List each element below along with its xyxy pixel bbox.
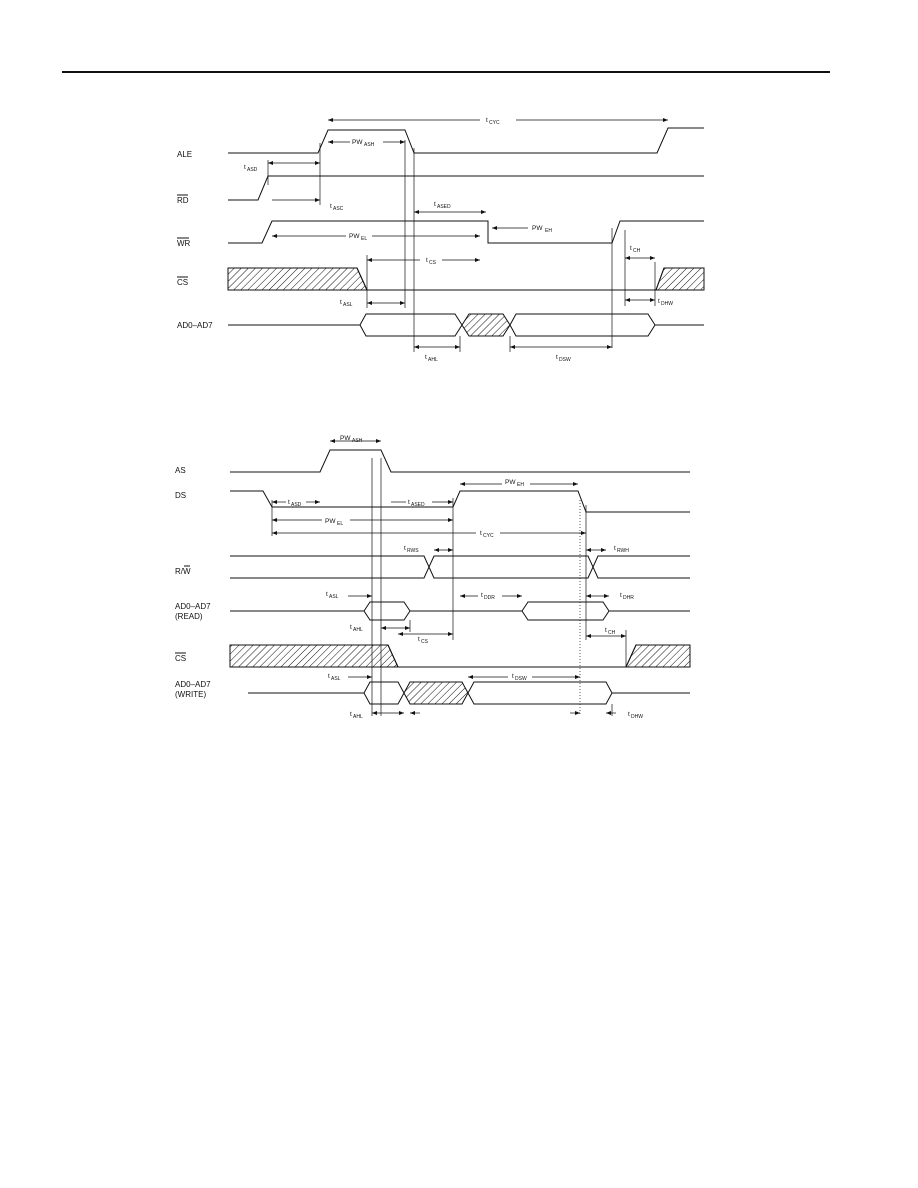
waveform-as (230, 450, 690, 472)
svg-text:DSW: DSW (559, 357, 571, 363)
svg-text:CYC: CYC (483, 533, 494, 539)
svg-text:EH: EH (517, 482, 524, 488)
timing-tased (414, 201, 486, 214)
timing-tcyc-2 (272, 530, 586, 539)
svg-text:t: t (425, 354, 427, 361)
timing-pwel-2 (272, 518, 453, 527)
timing-tahl-2 (350, 620, 410, 633)
svg-text:t: t (288, 499, 290, 506)
timing-pwash (328, 139, 405, 148)
svg-text:PW: PW (532, 225, 543, 232)
signal-label-cs: CS (177, 278, 189, 287)
diagram-motorola-timing (175, 435, 690, 720)
svg-text:ASED: ASED (437, 204, 451, 210)
svg-text:t: t (605, 627, 607, 634)
svg-text:ASD: ASD (291, 502, 302, 508)
waveform-cs (228, 268, 704, 290)
svg-text:ASL: ASL (343, 302, 353, 308)
svg-text:t: t (426, 257, 428, 264)
timing-trws (404, 545, 453, 554)
timing-tasl (340, 299, 405, 308)
svg-text:EH: EH (545, 228, 552, 234)
timing-tdhw (625, 298, 673, 307)
timing-tasd (244, 160, 320, 185)
svg-text:CH: CH (608, 630, 616, 636)
svg-text:CS: CS (421, 639, 428, 645)
svg-text:t: t (328, 673, 330, 680)
timing-tdsw (510, 336, 612, 363)
timing-tdsw-2 (468, 673, 580, 682)
svg-text:EL: EL (361, 236, 368, 242)
svg-text:t: t (340, 299, 342, 306)
svg-text:AHL: AHL (353, 714, 363, 720)
svg-text:ASED: ASED (411, 502, 425, 508)
svg-text:PW: PW (352, 139, 363, 146)
waveform-rw (230, 556, 690, 578)
timing-tasc (272, 198, 344, 212)
svg-text:t: t (434, 201, 436, 208)
svg-text:t: t (350, 711, 352, 718)
svg-text:t: t (418, 636, 420, 643)
svg-text:ASH: ASH (364, 142, 375, 148)
signal-label-ad-read-1: AD0–AD7 (175, 602, 211, 611)
waveform-wr (228, 221, 704, 243)
svg-text:PW: PW (325, 518, 336, 525)
signal-label-ad: AD0–AD7 (177, 321, 213, 330)
svg-text:ASC: ASC (333, 206, 344, 212)
timing-tcyc (328, 117, 668, 126)
svg-text:t: t (630, 245, 632, 252)
signal-label-as: AS (175, 466, 186, 475)
signal-label-wr: WR (177, 239, 191, 248)
signal-label-rd: RD (177, 196, 189, 205)
timing-tasl-3 (328, 673, 372, 682)
timing-tch (625, 245, 655, 260)
timing-tch-2 (586, 627, 626, 667)
svg-text:t: t (480, 530, 482, 537)
svg-text:t: t (326, 591, 328, 598)
timing-tdhr (586, 592, 634, 601)
svg-text:DDR: DDR (484, 595, 495, 601)
diagram-intel-timing (177, 117, 704, 363)
svg-text:t: t (350, 624, 352, 631)
timing-pwash-2 (330, 435, 381, 444)
svg-text:t: t (330, 203, 332, 210)
waveform-ad-write (248, 682, 690, 704)
signal-label-ds: DS (175, 491, 187, 500)
svg-text:DHR: DHR (623, 595, 634, 601)
signal-label-ad-write-1: AD0–AD7 (175, 680, 211, 689)
timing-pweh (492, 225, 552, 234)
signal-label-ad-read-2: (READ) (175, 612, 203, 621)
signal-label-ad-write-2: (WRITE) (175, 690, 207, 699)
svg-text:CH: CH (633, 248, 641, 254)
waveform-cs2 (230, 645, 690, 667)
svg-text:t: t (512, 673, 514, 680)
timing-tcs (367, 257, 480, 266)
svg-text:t: t (628, 711, 630, 718)
timing-tahl-3 (350, 711, 420, 720)
svg-text:EL: EL (337, 521, 344, 527)
timing-pwel (272, 233, 480, 242)
timing-trwh (586, 545, 629, 554)
svg-text:ASL: ASL (331, 676, 341, 682)
svg-text:DSW: DSW (515, 676, 527, 682)
svg-text:PW: PW (349, 233, 360, 240)
timing-tdhw-2 (570, 704, 643, 720)
svg-text:t: t (620, 592, 622, 599)
svg-text:t: t (481, 592, 483, 599)
svg-text:ASD: ASD (247, 167, 258, 173)
waveform-ad (228, 314, 704, 336)
timing-tcs-2 (398, 632, 453, 645)
svg-text:DHW: DHW (661, 301, 673, 307)
timing-pweh-2 (460, 479, 578, 488)
timing-tasl-2 (326, 591, 372, 600)
svg-text:CYC: CYC (489, 120, 500, 126)
svg-text:t: t (244, 164, 246, 171)
svg-text:PW: PW (340, 435, 351, 442)
svg-text:t: t (404, 545, 406, 552)
svg-text:t: t (486, 117, 488, 124)
svg-text:PW: PW (505, 479, 516, 486)
svg-text:t: t (614, 545, 616, 552)
svg-text:ASL: ASL (329, 594, 339, 600)
svg-text:ASH: ASH (352, 438, 363, 444)
waveform-rd (228, 176, 704, 200)
signal-label-rw: R/W (175, 567, 191, 576)
signal-label-ale: ALE (177, 150, 193, 159)
signal-label-cs2: CS (175, 654, 187, 663)
svg-text:DHW: DHW (631, 714, 643, 720)
timing-tahl (414, 336, 460, 363)
svg-text:RWS: RWS (407, 548, 419, 554)
svg-text:CS: CS (429, 260, 436, 266)
waveform-ad-read (230, 602, 690, 620)
svg-text:t: t (658, 298, 660, 305)
svg-text:t: t (556, 354, 558, 361)
timing-tddr (460, 592, 522, 601)
svg-text:RWH: RWH (617, 548, 629, 554)
svg-text:AHL: AHL (353, 627, 363, 633)
waveform-ale (228, 128, 704, 153)
svg-text:t: t (408, 499, 410, 506)
svg-text:AHL: AHL (428, 357, 438, 363)
